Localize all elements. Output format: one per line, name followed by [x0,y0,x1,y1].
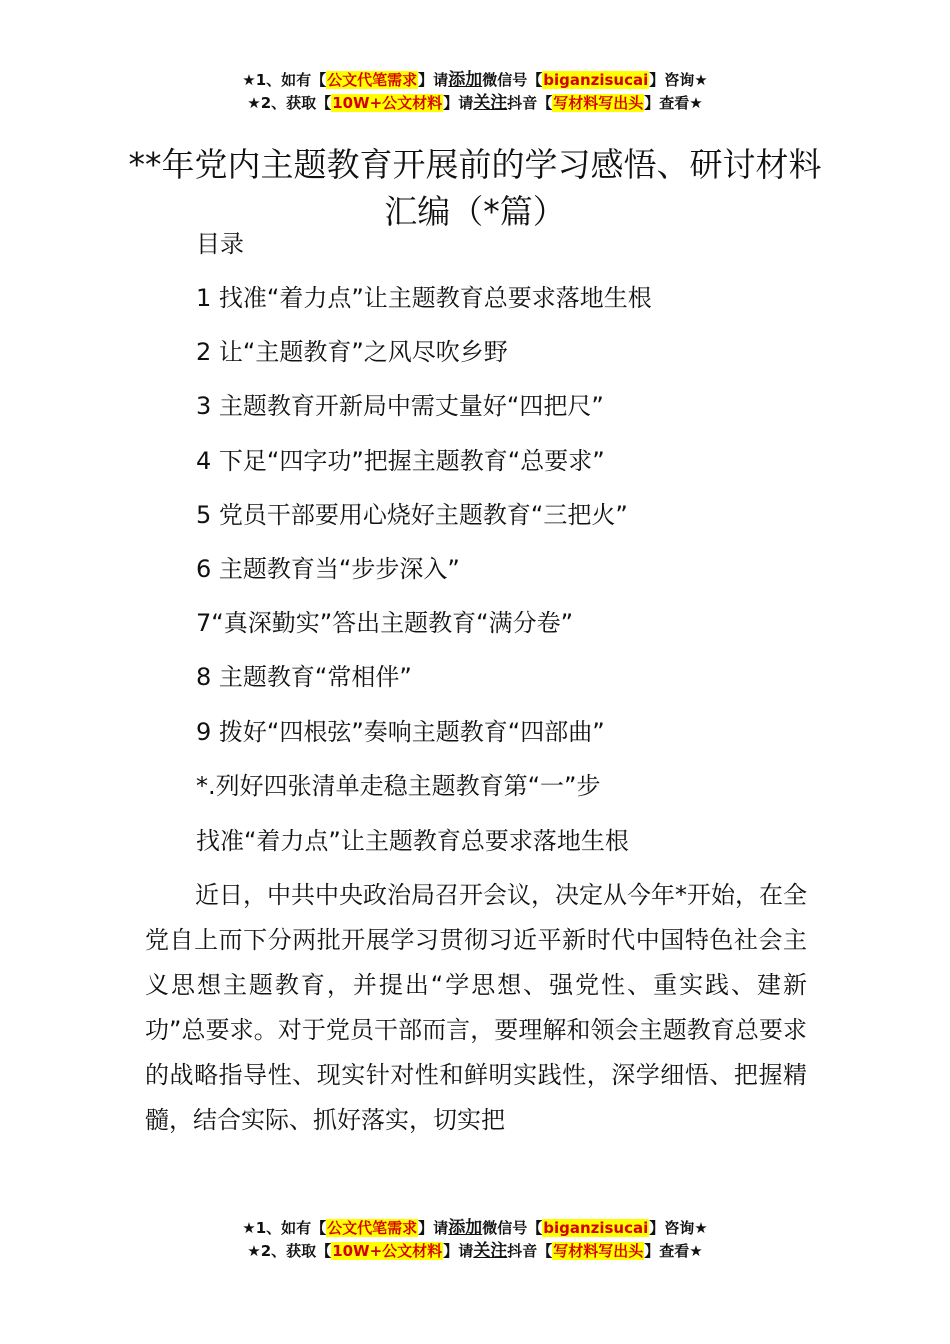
toc-item: 1 找准“着力点”让主题教育总要求落地生根 [196,284,652,312]
promo-line-2 [0,1240,950,1263]
promo-text: 1、如有【 [255,71,327,89]
toc-item: 2 让“主题教育”之风尽吹乡野 [196,338,508,367]
promo-text: 】请 [418,71,449,89]
toc-heading: 目录 [196,230,244,258]
highlight-materials: 10W+公文材料 [332,94,443,112]
highlight-materials: 10W+公文材料 [332,1242,443,1260]
highlight-service: 公文代笔需求 [327,1219,418,1237]
footer-promo-banner [0,1217,950,1263]
promo-text: 2、获取【 [260,94,332,112]
promo-text: 抖音【 [507,1242,553,1260]
promo-text: 抖音【 [507,94,553,112]
document-title: **年党内主题教育开展前的学习感悟、研讨材料汇编（*篇） [128,145,822,232]
toc-item: 6 主题教育当“步步深入” [196,554,460,583]
star-icon: ★ [694,71,708,89]
promo-text: 】查看 [644,1242,690,1260]
table-of-contents [196,282,652,824]
star-icon: ★ [242,71,256,89]
toc-item: 8 主题教育“常相伴” [196,663,412,692]
underlined-follow: 关注 [473,93,508,113]
star-icon: ★ [247,1242,261,1260]
promo-line-1 [0,69,950,92]
underlined-add: 添加 [448,1218,483,1238]
promo-text: 】咨询 [649,71,695,89]
header-promo-banner [0,69,950,115]
body-paragraph: 近日，中共中央政治局召开会议，决定从今年*开始，在全党自上而下分两批开展学习贯彻习近平新时代中国特色社会主义思想主题教育，并提出“学思想、强党性、重实践、建新功”总要求。对于党员干部而言，要理解和领会主题教育总要求的战略指导性、现实针对性和鲜明实践性，深学细悟、把握精髓，结合实际、抓好落实，切实把 [145,881,807,1134]
star-icon: ★ [689,1242,703,1260]
toc-item: 9 拨好“四根弦”奏响主题教育“四部曲” [196,717,605,746]
promo-text: 1、如有【 [255,1219,327,1237]
promo-text: 】查看 [644,94,690,112]
star-icon: ★ [694,1219,708,1237]
wechat-id: biganzisucai [543,1219,649,1237]
wechat-id: biganzisucai [543,71,649,89]
toc-item: 3 主题教育开新局中需丈量好“四把尺” [196,392,604,421]
toc-item: 7“真深勤实”答出主题教育“满分卷” [196,609,574,638]
highlight-service: 公文代笔需求 [327,71,418,89]
promo-line-2 [0,92,950,115]
promo-text: 2、获取【 [260,1242,332,1260]
douyin-account: 写材料写出头 [553,94,644,112]
douyin-account: 写材料写出头 [553,1242,644,1260]
underlined-add: 添加 [448,70,483,90]
underlined-follow: 关注 [473,1241,508,1261]
toc-item: 5 党员干部要用心烧好主题教育“三把火” [196,500,628,529]
promo-text: 】请 [418,1219,449,1237]
promo-text: 微信号【 [482,71,543,89]
promo-text: 】请 [443,94,474,112]
toc-item: 4 下足“四字功”把握主题教育“总要求” [196,446,605,475]
toc-item: *.列好四张清单走稳主题教育第“一”步 [196,771,601,800]
star-icon: ★ [242,1219,256,1237]
star-icon: ★ [247,94,261,112]
section-title: 找准“着力点”让主题教育总要求落地生根 [196,827,629,855]
promo-text: 微信号【 [482,1219,543,1237]
promo-line-1 [0,1217,950,1240]
promo-text: 】咨询 [649,1219,695,1237]
promo-text: 】请 [443,1242,474,1260]
star-icon: ★ [689,94,703,112]
